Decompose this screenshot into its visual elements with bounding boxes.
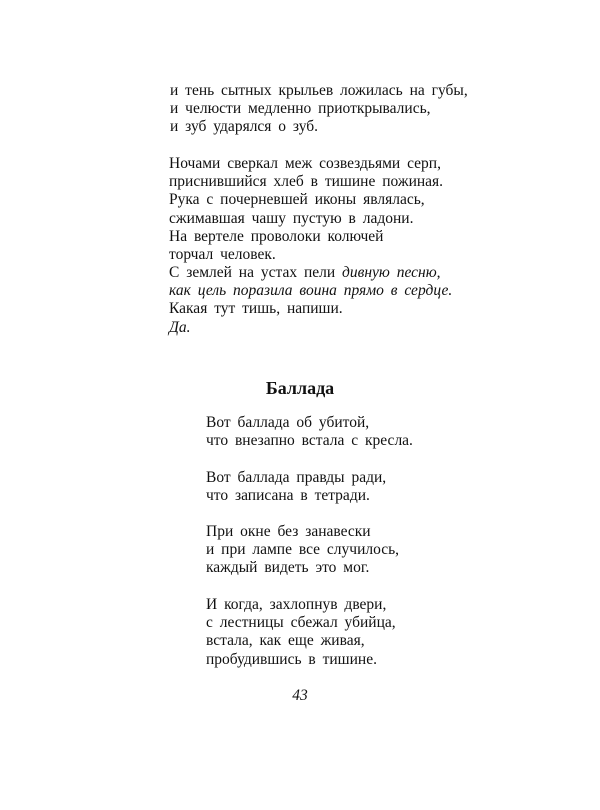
poem-line: На вертеле проволоки колючей xyxy=(169,227,384,245)
ballad-stanza-4 xyxy=(206,596,396,669)
poem-line-plain-part: С землей на устах пели xyxy=(169,264,343,281)
ballad-line: каждый видеть это мог. xyxy=(206,559,370,577)
poem-line-italic-part: дивную песню, xyxy=(342,264,441,281)
poem-line: Ночами сверкал меж созвездьями серп, xyxy=(169,155,441,172)
ballad-line: пробудившись в тишине. xyxy=(206,650,377,668)
ballad-line: И когда, захлопнув двери, xyxy=(206,596,387,613)
page-number: 43 xyxy=(292,687,308,704)
ballad-line: Вот баллада правды ради, xyxy=(206,469,387,486)
ballad-line: встала, как еще живая, xyxy=(206,632,365,650)
ballad-stanza-3 xyxy=(206,523,399,578)
poem-stanza-3 xyxy=(169,264,452,337)
ballad-line: и при лампе все случилось, xyxy=(206,541,400,559)
ballad-line: При окне без занавески xyxy=(206,523,371,540)
ballad-title: Баллада xyxy=(265,378,335,398)
poem-line: сжимавшая чашу пустую в ладони. xyxy=(169,209,414,227)
poem-line: приснившийся хлеб в тишине пожиная. xyxy=(169,173,444,191)
ballad-line: с лестницы сбежал убийца, xyxy=(206,614,396,632)
ballad-stanza-1 xyxy=(206,414,413,450)
poem-line: и челюсти медленно приоткрывались, xyxy=(170,100,431,118)
poem-line: и зуб ударялся о зуб. xyxy=(170,118,319,136)
poem-line: и тень сытных крыльев ложилась на губы, xyxy=(170,82,468,99)
ballad-line: что записана в тетради. xyxy=(206,487,370,505)
ballad-line: Вот баллада об убитой, xyxy=(206,414,370,431)
poem-line-italic: Да. xyxy=(169,318,191,336)
ballad-line: что внезапно встала с кресла. xyxy=(206,432,413,450)
poem-line xyxy=(169,264,452,282)
poem-stanza-1 xyxy=(170,82,468,137)
poem-line: Какая тут тишь, напиши. xyxy=(169,300,343,318)
poem-stanza-2 xyxy=(169,155,443,264)
poem-line: торчал человек. xyxy=(169,246,276,264)
poem-line: Рука с почерневшей иконы являлась, xyxy=(169,191,425,209)
ballad-stanza-2 xyxy=(206,469,386,505)
poem-line-italic: как цель поразила воина прямо в сердце. xyxy=(169,282,453,300)
